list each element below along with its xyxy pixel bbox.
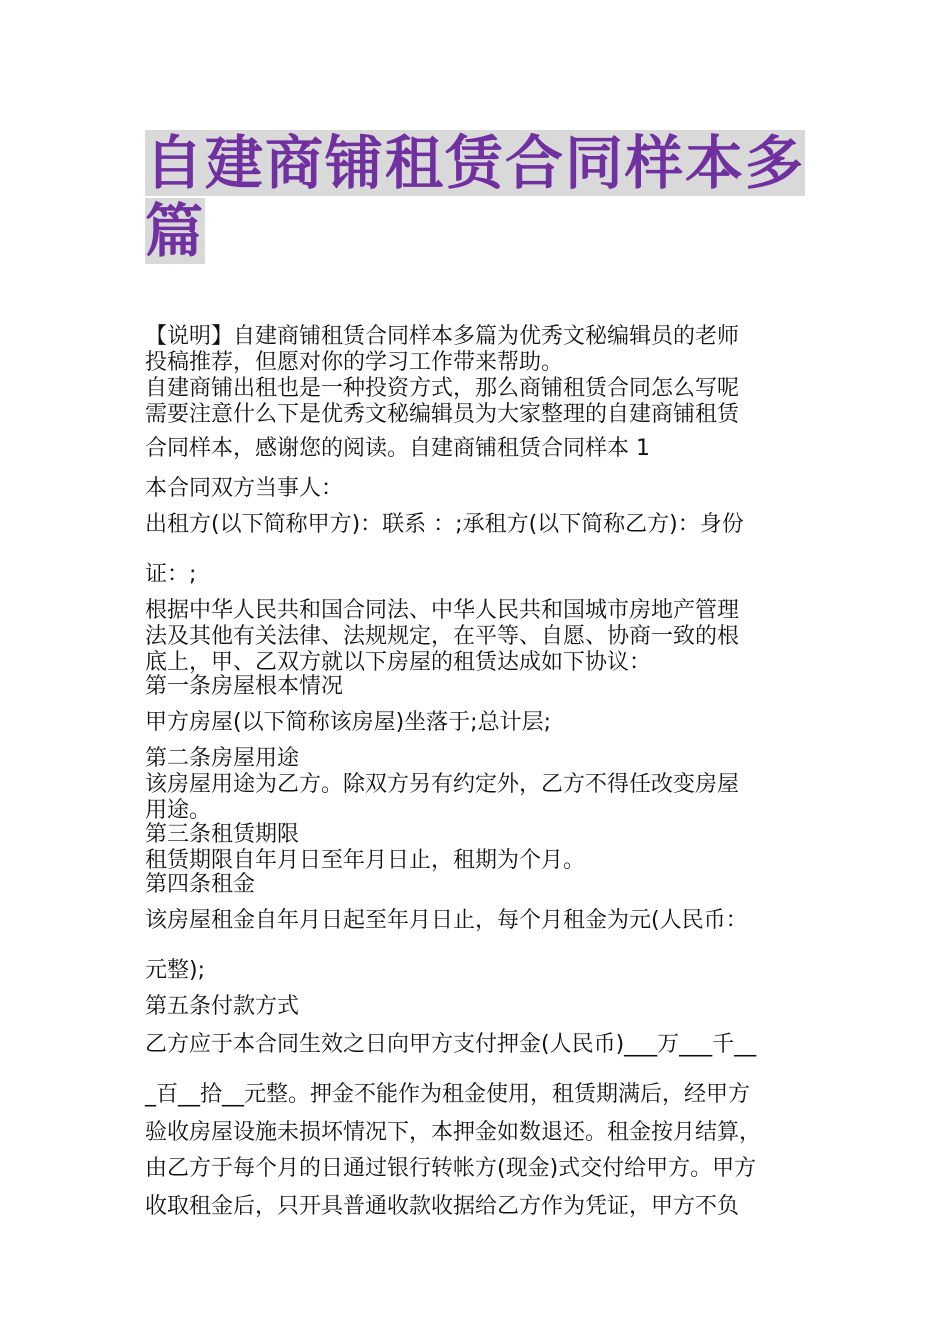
body-line: 合同样本，感谢您的阅读。自建商铺租赁合同样本 1 (145, 436, 650, 461)
body-line: 该房屋租金自年月日起至年月日止，每个月租金为元(人民币： (145, 908, 748, 933)
body-line: 需要注意什么下是优秀文秘编辑员为大家整理的自建商铺租赁 (145, 402, 740, 427)
body-line: 甲方房屋(以下简称该房屋)坐落于;总计层; (145, 710, 551, 735)
body-line: 投稿推荐，但愿对你的学习工作带来帮助。 (145, 350, 564, 375)
body-line: 【说明】自建商铺租赁合同样本多篇为优秀文秘编辑员的老师 (145, 324, 740, 349)
body-line: 法及其他有关法律、法规规定，在平等、自愿、协商一致的根 (145, 624, 740, 649)
body-line: 底上，甲、乙双方就以下房屋的租赁达成如下协议： (145, 650, 652, 675)
body-line: 元整); (145, 958, 205, 983)
section-heading: 第四条租金 (145, 872, 256, 897)
body-line: 证：; (145, 562, 197, 587)
body-line: 验收房屋设施未损坏情况下，本押金如数退还。租金按月结算， (145, 1120, 762, 1145)
body-line: 出租方(以下简称甲方)：联系 ：;承租方(以下简称乙方)：身份 (145, 512, 744, 537)
body-line: 自建商铺出租也是一种投资方式，那么商铺租赁合同怎么写呢 (145, 376, 740, 401)
body-line: _百__拾__元整。押金不能作为租金使用，租赁期满后，经甲方 (145, 1082, 751, 1107)
body-line: 本合同双方当事人： (145, 476, 344, 501)
body-line: 乙方应于本合同生效之日向甲方支付押金(人民币)___万___千__ (145, 1032, 757, 1057)
section-heading: 第五条付款方式 (145, 994, 300, 1019)
section-heading: 第一条房屋根本情况 (145, 674, 344, 699)
title-line-2: 篇 (145, 197, 206, 265)
section-heading: 第二条房屋用途 (145, 746, 300, 771)
body-line: 收取租金后，只开具普通收款收据给乙方作为凭证，甲方不负 (145, 1194, 740, 1219)
body-line: 该房屋用途为乙方。除双方另有约定外，乙方不得任改变房屋 (145, 772, 740, 797)
body-line: 用途。 (145, 798, 212, 823)
body-line: 由乙方于每个月的日通过银行转帐方(现金)式交付给甲方。甲方 (145, 1156, 757, 1181)
body-line: 根据中华人民共和国合同法、中华人民共和国城市房地产管理 (145, 598, 740, 623)
section-heading: 第三条租赁期限 (145, 822, 300, 847)
body-line: 租赁期限自年月日至年月日止，租期为个月。 (145, 848, 586, 873)
title-line-1: 自建商铺租赁合同样本多 (145, 129, 806, 197)
